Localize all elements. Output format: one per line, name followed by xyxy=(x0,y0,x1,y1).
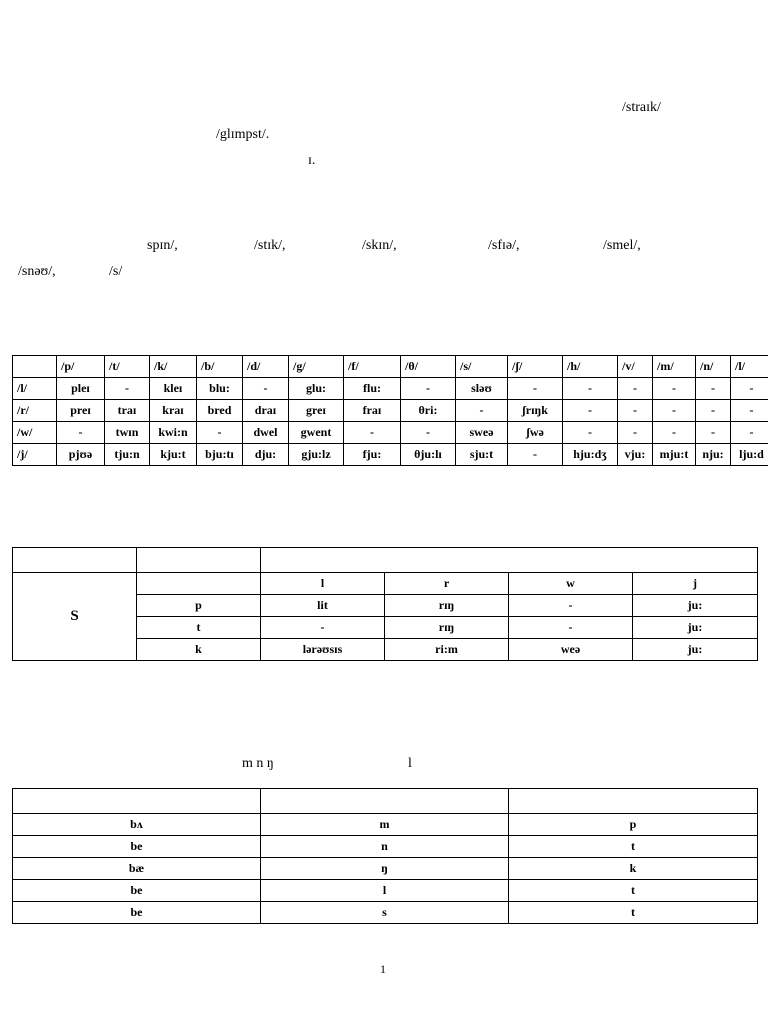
table-cell: rɪŋ xyxy=(385,595,509,617)
table-cell: s xyxy=(261,902,509,924)
s-label-cell: S xyxy=(13,573,137,661)
table-cell: k xyxy=(509,858,758,880)
table-row xyxy=(13,858,758,880)
cluster-table xyxy=(12,355,768,466)
table-cell xyxy=(261,548,758,573)
table-cell: - xyxy=(653,378,696,400)
table-cell xyxy=(137,548,261,573)
table-cell: dwel xyxy=(243,422,289,444)
header-cell: /t/ xyxy=(105,356,150,378)
table-cell: tju:n xyxy=(105,444,150,466)
table-cell: ju: xyxy=(633,639,758,661)
table-cell: kju:t xyxy=(150,444,197,466)
table-cell: - xyxy=(509,617,633,639)
header-cell: /f/ xyxy=(344,356,401,378)
table-cell: preɪ xyxy=(57,400,105,422)
s-cluster-table xyxy=(12,547,758,661)
table-cell: ju: xyxy=(633,617,758,639)
table-row xyxy=(13,789,758,814)
table-cell: lju:d xyxy=(731,444,768,466)
ipa-s: /s/ xyxy=(109,264,123,279)
table-cell: draɪ xyxy=(243,400,289,422)
table-cell: bʌ xyxy=(13,814,261,836)
header-cell: /s/ xyxy=(456,356,508,378)
table-cell: m xyxy=(261,814,509,836)
ipa-sfire: /sfɪə/, xyxy=(488,238,520,253)
header-cell: /g/ xyxy=(289,356,344,378)
table-cell: - xyxy=(731,378,768,400)
ipa-spin: spɪn/, xyxy=(147,238,178,253)
table-cell: kraɪ xyxy=(150,400,197,422)
table-cell: l xyxy=(261,880,509,902)
coda-table xyxy=(12,788,758,924)
table-cell: mju:t xyxy=(653,444,696,466)
table-cell: - xyxy=(563,422,618,444)
table-row xyxy=(13,400,768,422)
table-cell: θri: xyxy=(401,400,456,422)
table-cell: θju:lɪ xyxy=(401,444,456,466)
table-cell xyxy=(13,548,137,573)
nasal-consonants: m n ŋ xyxy=(242,756,274,771)
table-cell: - xyxy=(508,444,563,466)
table-row xyxy=(13,444,768,466)
table-cell: - xyxy=(731,400,768,422)
header-cell: /b/ xyxy=(197,356,243,378)
table-cell: twɪn xyxy=(105,422,150,444)
ipa-stik: /stɪk/, xyxy=(254,238,286,253)
table-cell: be xyxy=(13,902,261,924)
header-cell: /l/ xyxy=(731,356,768,378)
row-header-cell: /w/ xyxy=(13,422,57,444)
ipa-straik: /straɪk/ xyxy=(622,100,661,115)
table-cell: kleɪ xyxy=(150,378,197,400)
header-cell: /p/ xyxy=(57,356,105,378)
table-cell xyxy=(137,573,261,595)
table-cell: bæ xyxy=(13,858,261,880)
table-cell: blu: xyxy=(197,378,243,400)
ipa-i-vowel: ɪ. xyxy=(308,153,316,168)
table-cell: - xyxy=(105,378,150,400)
table-cell: ʃwə xyxy=(508,422,563,444)
table-cell: - xyxy=(563,378,618,400)
ipa-skin: /skɪn/, xyxy=(362,238,397,253)
table-cell: - xyxy=(696,422,731,444)
row-header-cell: /r/ xyxy=(13,400,57,422)
table-cell: rɪŋ xyxy=(385,617,509,639)
table-cell: pleɪ xyxy=(57,378,105,400)
header-cell: /d/ xyxy=(243,356,289,378)
table-cell: - xyxy=(401,378,456,400)
table-cell: nju: xyxy=(696,444,731,466)
table-cell: ŋ xyxy=(261,858,509,880)
header-cell: /θ/ xyxy=(401,356,456,378)
table-row xyxy=(13,902,758,924)
table-cell xyxy=(261,789,509,814)
ipa-snou: /snəʊ/, xyxy=(18,264,56,279)
cluster-table-header-row xyxy=(13,356,768,378)
table-row xyxy=(13,880,758,902)
table-cell: traɪ xyxy=(105,400,150,422)
table-cell: t xyxy=(509,836,758,858)
table-cell: - xyxy=(509,595,633,617)
table-cell: dju: xyxy=(243,444,289,466)
table-cell: - xyxy=(653,400,696,422)
header-cell xyxy=(13,356,57,378)
header-cell: /v/ xyxy=(618,356,653,378)
table-cell: - xyxy=(653,422,696,444)
header-cell: /ʃ/ xyxy=(508,356,563,378)
table-cell: - xyxy=(243,378,289,400)
approximant-header: j xyxy=(633,573,758,595)
table-cell: t xyxy=(509,880,758,902)
table-cell: be xyxy=(13,880,261,902)
table-cell: lit xyxy=(261,595,385,617)
table-cell xyxy=(13,789,261,814)
page-number: 1 xyxy=(380,962,386,976)
table-cell: - xyxy=(456,400,508,422)
table-cell: ri:m xyxy=(385,639,509,661)
plosive-cell: p xyxy=(137,595,261,617)
table-cell: pjʊə xyxy=(57,444,105,466)
table-row xyxy=(13,814,758,836)
plosive-cell: t xyxy=(137,617,261,639)
table-cell: - xyxy=(563,400,618,422)
table-cell: kwi:n xyxy=(150,422,197,444)
table-cell: flu: xyxy=(344,378,401,400)
table-cell xyxy=(509,789,758,814)
table-row xyxy=(13,548,758,573)
table-cell: t xyxy=(509,902,758,924)
table-cell: - xyxy=(618,400,653,422)
table-cell: bju:tɪ xyxy=(197,444,243,466)
table-row xyxy=(13,836,758,858)
table-cell: sweə xyxy=(456,422,508,444)
header-cell: /k/ xyxy=(150,356,197,378)
row-header-cell: /l/ xyxy=(13,378,57,400)
table-cell: greɪ xyxy=(289,400,344,422)
table-cell: p xyxy=(509,814,758,836)
table-cell: - xyxy=(508,378,563,400)
approximant-header: l xyxy=(261,573,385,595)
table-cell: ju: xyxy=(633,595,758,617)
ipa-smel: /smel/, xyxy=(603,238,641,253)
table-cell: - xyxy=(618,422,653,444)
table-cell: - xyxy=(197,422,243,444)
table-cell: lərəʊsɪs xyxy=(261,639,385,661)
ipa-glimpst: /glɪmpst/. xyxy=(216,127,270,142)
table-cell: fju: xyxy=(344,444,401,466)
header-cell: /m/ xyxy=(653,356,696,378)
table-cell: fraɪ xyxy=(344,400,401,422)
table-cell: glu: xyxy=(289,378,344,400)
table-cell: sləʊ xyxy=(456,378,508,400)
table-cell: sju:t xyxy=(456,444,508,466)
table-cell: - xyxy=(57,422,105,444)
table-row xyxy=(13,422,768,444)
table-cell: hju:dʒ xyxy=(563,444,618,466)
table-row xyxy=(13,573,758,595)
plosive-cell: k xyxy=(137,639,261,661)
approximant-header: r xyxy=(385,573,509,595)
table-cell: gju:lz xyxy=(289,444,344,466)
table-cell: - xyxy=(696,400,731,422)
header-cell: /h/ xyxy=(563,356,618,378)
table-row xyxy=(13,378,768,400)
lateral-consonant: l xyxy=(408,756,412,771)
row-header-cell: /j/ xyxy=(13,444,57,466)
header-cell: /n/ xyxy=(696,356,731,378)
table-cell: vju: xyxy=(618,444,653,466)
approximant-header: w xyxy=(509,573,633,595)
table-cell: - xyxy=(401,422,456,444)
table-cell: - xyxy=(344,422,401,444)
table-cell: - xyxy=(618,378,653,400)
table-cell: - xyxy=(696,378,731,400)
table-cell: be xyxy=(13,836,261,858)
table-cell: weə xyxy=(509,639,633,661)
table-cell: n xyxy=(261,836,509,858)
table-cell: - xyxy=(731,422,768,444)
table-cell: ʃrɪŋk xyxy=(508,400,563,422)
table-cell: bred xyxy=(197,400,243,422)
table-cell: - xyxy=(261,617,385,639)
table-cell: gwent xyxy=(289,422,344,444)
